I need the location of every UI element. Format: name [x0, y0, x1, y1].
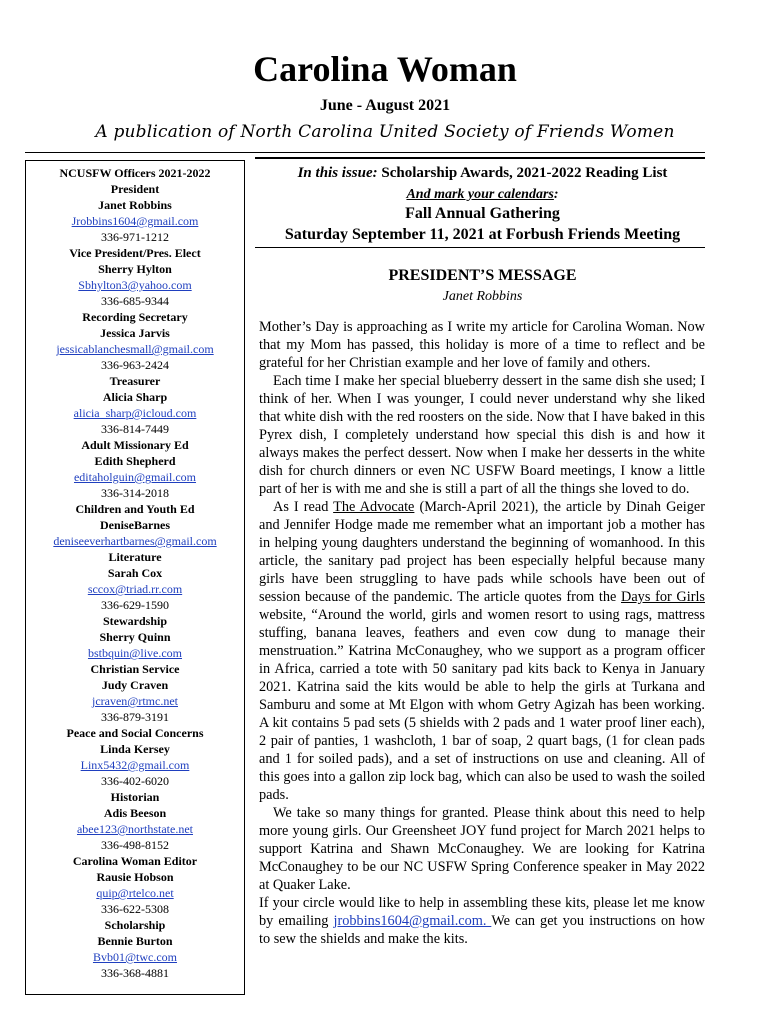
article-text: (March-April 2021), the article by Dinah Geiger and Jennifer Hodge made me remember what an important job a mother has in helping young daughters understand the beginning of womanhood. In this article, the sanitary pad project has been especially helpful because many girls have been struggling to have pads while schools have been out of session because of the pandemic. The article quotes from the: [259, 499, 705, 605]
article-text: If your circle would like to help in assembling these kits, please let me know by emailing: [259, 895, 705, 929]
officer-email-link[interactable]: bstbquin@live.com: [87, 646, 183, 660]
officer-name: Rausie Hobson: [96, 870, 174, 884]
officer-role: President: [110, 182, 160, 196]
in-this-issue: [260, 165, 705, 182]
officer-role: Literature: [108, 550, 162, 564]
officer-email-link[interactable]: quip@rtelco.net: [96, 886, 174, 900]
officer-email-link[interactable]: editaholguin@gmail.com: [73, 470, 197, 484]
officers-sidebar: [25, 160, 245, 995]
officer-role: Carolina Woman Editor: [72, 854, 198, 868]
days-for-girls-title: Days for Girls: [621, 589, 705, 605]
officer-role: Adult Missionary Ed: [81, 438, 189, 452]
publication-subtitle: A publication of North Carolina United Society of Friends Women: [95, 122, 675, 142]
presidents-message-heading: PRESIDENT’S MESSAGE: [388, 267, 577, 284]
mark-calendars-colon: :: [553, 187, 559, 202]
officer-phone: 336-629-1590: [101, 598, 169, 612]
mark-calendars: [260, 187, 705, 203]
officer-email-link[interactable]: sccox@triad.rr.com: [87, 582, 183, 596]
officer-email-link[interactable]: jessicablanchesmall@gmail.com: [56, 342, 214, 356]
presidents-message-body: [259, 318, 705, 948]
email-link[interactable]: jrobbins1604@gmail.com.: [333, 913, 492, 929]
officer-role: Christian Service: [90, 662, 180, 676]
officer-name: Linda Kersey: [100, 742, 170, 756]
officer-name: Judy Craven: [101, 678, 169, 692]
officer-role: Treasurer: [109, 374, 161, 388]
article-paragraph: Each time I make her special blueberry dessert in the same dish she used; I think of her. When I was younger, I could never understand why she liked that white dish with the red roosters on the side. Now that I have baked in this Pyrex dish, I completely understand how special this dish is and how it always makes the perfect dessert. Now when I make her desserts in the white dish for church dinners or even NC USFW Board meetings, I know a little part of her is with me and she is still a part of all the things she loved to do.: [259, 373, 705, 497]
officer-email-link[interactable]: Jrobbins1604@gmail.com: [71, 214, 199, 228]
newsletter-title: Carolina Woman: [253, 49, 517, 89]
header-rule-thick: [255, 157, 705, 159]
article-text: We can get you instructions on how to sew the shields and make the kits.: [259, 913, 706, 947]
officer-phone: 336-498-8152: [101, 838, 169, 852]
officer-name: Janet Robbins: [98, 198, 172, 212]
officer-email-link[interactable]: Linx5432@gmail.com: [80, 758, 190, 772]
issue-dates: June - August 2021: [319, 97, 451, 114]
officer-phone: 336-314-2018: [101, 486, 169, 500]
officer-name: Jessica Jarvis: [100, 326, 170, 340]
header-rule: [25, 152, 705, 153]
event-title: Fall Annual Gathering: [405, 205, 560, 222]
officer-name: Edith Shepherd: [94, 454, 176, 468]
officer-email-link[interactable]: Bvb01@twc.com: [92, 950, 178, 964]
in-this-issue-label: In this issue:: [297, 165, 378, 181]
presidents-message-author: Janet Robbins: [442, 289, 523, 304]
issue-box-rule: [255, 247, 705, 248]
officer-name: Adis Beeson: [103, 806, 167, 820]
officer-role: Recording Secretary: [82, 310, 188, 324]
officer-email-link[interactable]: Sbhylton3@yahoo.com: [78, 278, 192, 292]
event-date-location: Saturday September 11, 2021 at Forbush Friends Meeting: [284, 226, 681, 243]
officer-phone: 336-971-1212: [101, 230, 169, 244]
officer-phone: 336-879-3191: [101, 710, 169, 724]
officer-name: Bennie Burton: [97, 934, 173, 948]
officer-email-link[interactable]: deniseeverhartbarnes@gmail.com: [53, 534, 217, 548]
in-this-issue-text: Scholarship Awards, 2021-2022 Reading List: [381, 165, 668, 181]
officer-email-link[interactable]: jcraven@rtmc.net: [91, 694, 178, 708]
officer-email-link[interactable]: abee123@northstate.net: [76, 822, 193, 836]
officer-role: Stewardship: [102, 614, 167, 628]
officer-role: Historian: [110, 790, 160, 804]
officer-name: Alicia Sharp: [102, 390, 168, 404]
article-text: As I read: [273, 499, 334, 515]
officer-role: Vice President/Pres. Elect: [69, 246, 201, 260]
article-paragraph: [259, 498, 705, 804]
sidebar-heading: NCUSFW Officers 2021-2022: [59, 166, 211, 180]
officer-name: DeniseBarnes: [100, 518, 170, 532]
officer-phone: 336-685-9344: [101, 294, 169, 308]
officer-phone: 336-402-6020: [101, 774, 169, 788]
officer-phone: 336-814-7449: [101, 422, 169, 436]
article-paragraph: [259, 894, 705, 948]
officer-name: Sherry Hylton: [98, 262, 172, 276]
mark-calendars-text: And mark your calendars: [406, 187, 554, 202]
officer-phone: 336-963-2424: [101, 358, 169, 372]
officer-email-link[interactable]: alicia_sharp@icloud.com: [73, 406, 197, 420]
officer-phone: 336-368-4881: [101, 966, 169, 980]
article-text: website, “Around the world, girls and women resort to using rags, mattress stuffing, banana leaves, feathers and even cow dung to manage their menstruation.” Katrina McConaughey, who we support as a program officer in Africa, carried a tote with 50 sanitary pad kits back to Kenya in January 2021. Katrina said the kits would be able to help the girls at Turkana and Samburu and some at Mt Elgon with whom Getry Agizah has been working. A kit contains 5 pad sets (5 shields with 2 pads and 1 water proof liner each), 2 pair of panties, 1 washcloth, 1 bar of soap, 2 quart bags, (1 for clean pads and 1 for soiled pads), and a set of instructions on use and cleaning. All of this goes into a gallon zip lock bag, which can also be used to wash the soiled pads.: [259, 607, 705, 803]
officer-role: Scholarship: [104, 918, 166, 932]
article-paragraph: Mother’s Day is approaching as I write my article for Carolina Woman. Now that my Mom has passed, this holiday is more of a time to reflect and be grateful for her Christian example and her love of family and others.: [259, 319, 705, 371]
officer-name: Sarah Cox: [107, 566, 163, 580]
officer-role: Children and Youth Ed: [75, 502, 195, 516]
advocate-title: The Advocate: [333, 499, 415, 515]
article-paragraph: We take so many things for granted. Please think about this need to help more young girls. Our Greensheet JOY fund project for March 2021 helps to support Katrina and Shawn McConaughey. We are looking for Katrina McConaughey to be our NC USFW Spring Conference speaker in May 2022 at Quaker Lake.: [259, 805, 705, 893]
officer-phone: 336-622-5308: [101, 902, 169, 916]
officer-name: Sherry Quinn: [99, 630, 171, 644]
officer-role: Peace and Social Concerns: [66, 726, 204, 740]
